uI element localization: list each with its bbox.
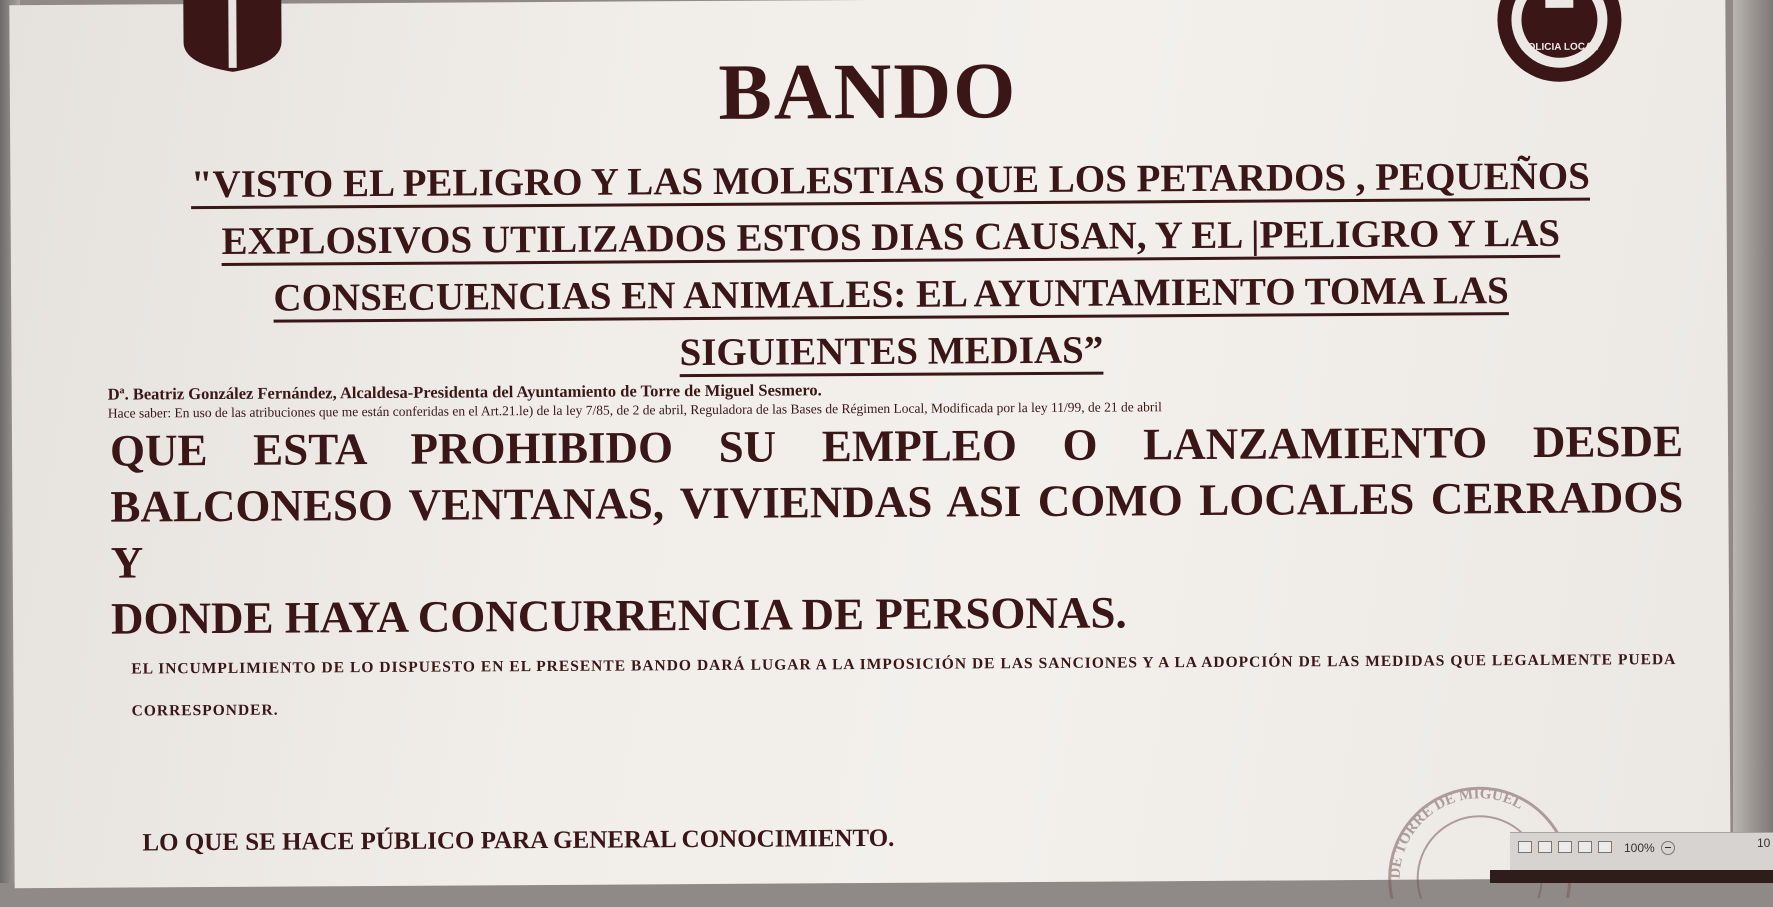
headline <box>90 147 1691 385</box>
sanction-text: EL INCUMPLIMIENTO DE LO DISPUESTO EN EL PRESENTE BANDO DARÁ LUGAR A LA IMPOSICIÓN DE LAS SANCIONES Y A LA ADOPCIÓN DE LAS MEDIDAS QUE LEGALMENTE PUEDA CORRESPONDER. <box>131 651 1677 720</box>
svg-text:DE TORRE DE MIGUEL <box>1387 786 1526 879</box>
zoom-level[interactable]: 100% <box>1624 841 1655 855</box>
closing-statement: LO QUE SE HACE PÚBLICO PARA GENERAL CONOCIMIENTO. <box>142 824 895 857</box>
draft-view-button[interactable] <box>1598 841 1612 853</box>
headline-line: SIGUIENTES MEDIAS” <box>679 328 1104 375</box>
print-layout-view-button[interactable] <box>1518 841 1532 853</box>
monitor-bezel-right <box>1733 0 1773 883</box>
prohibition-text <box>110 413 1684 647</box>
headline-line: "VISTO EL PELIGRO Y LAS MOLESTIAS QUE LOS PETARDOS , PEQUEÑOS <box>190 154 1590 207</box>
stamp-text: DE TORRE DE MIGUEL <box>1387 786 1526 880</box>
prohibition-line: QUE ESTA PROHIBIDO SU EMPLEO O LANZAMIENTO DESDE <box>109 416 1684 476</box>
zoom-out-icon[interactable] <box>1661 841 1675 855</box>
seal-text: POLICIA LOCAL <box>1520 41 1599 54</box>
authority-line: Dª. Beatriz González Fernández, Alcaldesa-Presidenta del Ayuntamiento de Torre de Miguel Sesmero. <box>107 380 822 404</box>
web-layout-view-button[interactable] <box>1558 841 1572 853</box>
prohibition-line: BALCONESO VENTANAS, VIVIENDAS ASI COMO LOCALES CERRADOS Y <box>110 472 1684 588</box>
taskbar-clock: 10 <box>1757 836 1771 850</box>
document-page <box>9 0 1730 888</box>
outline-view-button[interactable] <box>1578 841 1592 853</box>
taskbar <box>1490 870 1773 883</box>
prohibition-line: DONDE HAYA CONCURRENCIA DE PERSONAS. <box>110 587 1127 644</box>
full-screen-view-button[interactable] <box>1538 841 1552 853</box>
headline-line: EXPLOSIVOS UTILIZADOS ESTOS DIAS CAUSAN, Y EL |PELIGRO Y LAS <box>221 211 1561 263</box>
page-title: BANDO <box>718 47 1018 137</box>
headline-line: CONSECUENCIAS EN ANIMALES: EL AYUNTAMIENTO TOMA LAS <box>273 269 1509 320</box>
legal-notice: Hace saber: En uso de las atribuciones que me están conferidas en el Art.21.le) de la ley 7/85, de 2 de abril, Reguladora de las Bases de Régimen Local, Modificada por la ley 11/99, de 21 de abril <box>107 399 1162 421</box>
